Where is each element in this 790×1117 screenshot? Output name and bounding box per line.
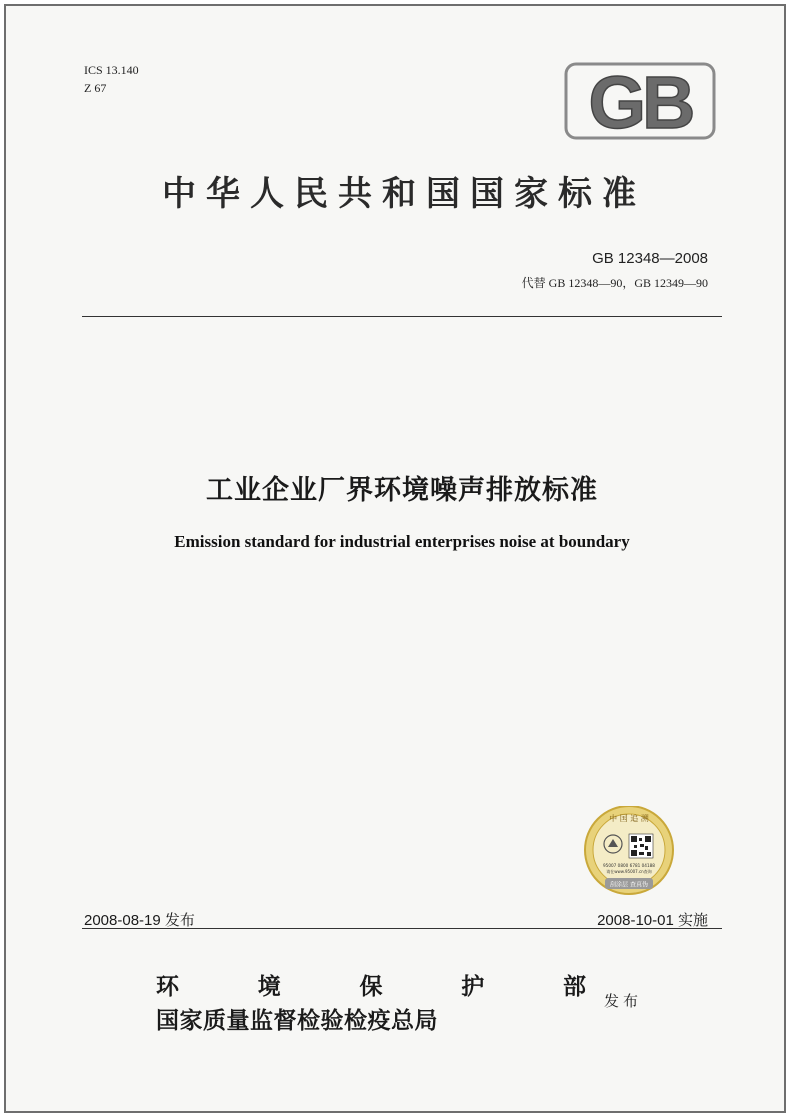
ics-code: ICS 13.140 <box>84 63 139 77</box>
gb-logo <box>564 62 716 140</box>
document-page <box>4 4 786 1113</box>
seal-ring-text: 中 国 追 溯 <box>609 814 649 823</box>
publisher-aqsiq: 国家质量监督检验检疫总局 <box>156 1007 438 1034</box>
publisher-char: 护 <box>461 973 485 1000</box>
publisher-char: 保 <box>359 973 383 1000</box>
title-chinese: 工业企业厂界环境噪声排放标准 <box>206 475 598 506</box>
ccs-code: Z 67 <box>84 81 107 95</box>
gb-logo-text: GB <box>588 62 692 140</box>
replaces-note: 代替 GB 12348—90，GB 12349—90 <box>521 276 708 290</box>
publisher-char: 境 <box>257 973 281 1000</box>
seal-site: 请在www.95007.cn查询 <box>606 869 652 874</box>
classification-codes <box>84 61 139 97</box>
national-standard-heading: 中华人民共和国国家标准 <box>162 174 646 214</box>
standard-number: GB 12348—2008 <box>592 250 708 267</box>
implementation-date: 2008-10-01 实施 <box>597 912 708 929</box>
publisher-char: 环 <box>156 973 179 1000</box>
publisher-char: 部 <box>563 973 586 1000</box>
seal-hotline: 95007 0800 6781 04188 <box>603 863 655 868</box>
publisher-ministry <box>156 968 586 1001</box>
anti-counterfeit-seal <box>579 806 679 898</box>
seal-scratch-label: 刮涂层 查真伪 <box>610 881 648 889</box>
issue-date: 2008-08-19 发布 <box>84 912 195 929</box>
title-english: Emission standard for industrial enterprises noise at boundary <box>174 532 630 551</box>
publish-action: 发布 <box>604 992 643 1010</box>
top-divider <box>82 316 722 317</box>
qr-code-icon <box>629 834 653 858</box>
bottom-divider <box>82 928 722 929</box>
